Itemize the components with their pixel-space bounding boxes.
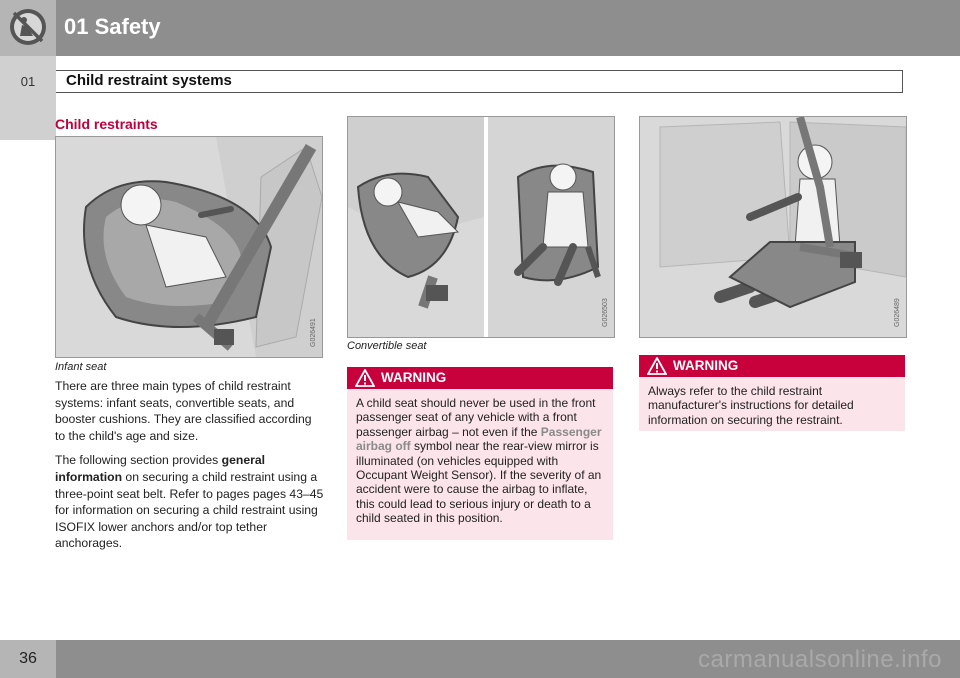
warning-title: WARNING: [381, 370, 447, 385]
paragraph-text: on securing a child restraint using a three-point seat belt. Refer to pages pages 43–45 for information on securing a child restraint using ISOFIX lower anchors and/or top tether anchorages.: [55, 469, 324, 551]
watermark: carmanualsonline.info: [698, 646, 942, 673]
chapter-tab-strip: [0, 56, 56, 140]
chapter-title: 01 Safety: [64, 14, 161, 39]
body-text: [55, 378, 325, 560]
warning-header: [347, 367, 613, 389]
infant-seat-figure: [55, 136, 323, 358]
figure-code: G026491: [310, 318, 317, 347]
passenger-airbag-off-label: Passenger airbag off: [356, 424, 602, 454]
warning-text: Always refer to the child restraint manufacturer's instructions for detailed information on securing the restraint.: [648, 384, 854, 427]
infant-seat-illustration: [56, 137, 322, 357]
figure-code: G026503: [602, 298, 609, 327]
page-number: 36: [19, 650, 37, 667]
convertible-seat-figure: [347, 116, 615, 338]
warning-box: [347, 367, 613, 540]
section-title: Child restraint systems: [66, 72, 232, 89]
chapter-number: 01: [20, 74, 36, 89]
paragraph: There are three main types of child restraint systems: infant seats, convertible seats, and booster cushions. They are classified according to the child's age and size.: [55, 379, 312, 443]
warning-text: [347, 389, 613, 534]
figure-caption: Convertible seat: [347, 340, 427, 352]
paragraph-bold-text: general information: [55, 453, 266, 484]
warning-title: WARNING: [673, 358, 739, 373]
content-heading: Child restraints: [55, 116, 158, 132]
figure-caption: Infant seat: [55, 361, 107, 373]
paragraph: [55, 452, 325, 552]
booster-cushion-illustration: [640, 117, 906, 337]
chapter-icon-box: [0, 0, 56, 56]
warning-box: [639, 355, 905, 431]
warning-triangle-icon: [647, 357, 667, 375]
paragraph-text: The following section provides: [55, 453, 222, 468]
airbag-off-icon: [0, 0, 56, 56]
warning-triangle-icon: [355, 369, 375, 387]
warning-header: [639, 355, 905, 377]
warning-text-part: symbol near the rear-view mirror is illuminated (on vehicles equipped with Occupant Weight Sensor). If the severity of an accident were to cause the airbag to inflate, this could lead to serious injury or death to a child seated in this position.: [356, 439, 602, 526]
figure-code: G026489: [894, 298, 901, 327]
convertible-seat-illustration: [348, 117, 614, 337]
booster-cushion-figure: [639, 116, 907, 338]
warning-text-part: A child seat should never be used in the front passenger seat of any vehicle with a front passenger airbag – not even if the: [356, 396, 596, 439]
